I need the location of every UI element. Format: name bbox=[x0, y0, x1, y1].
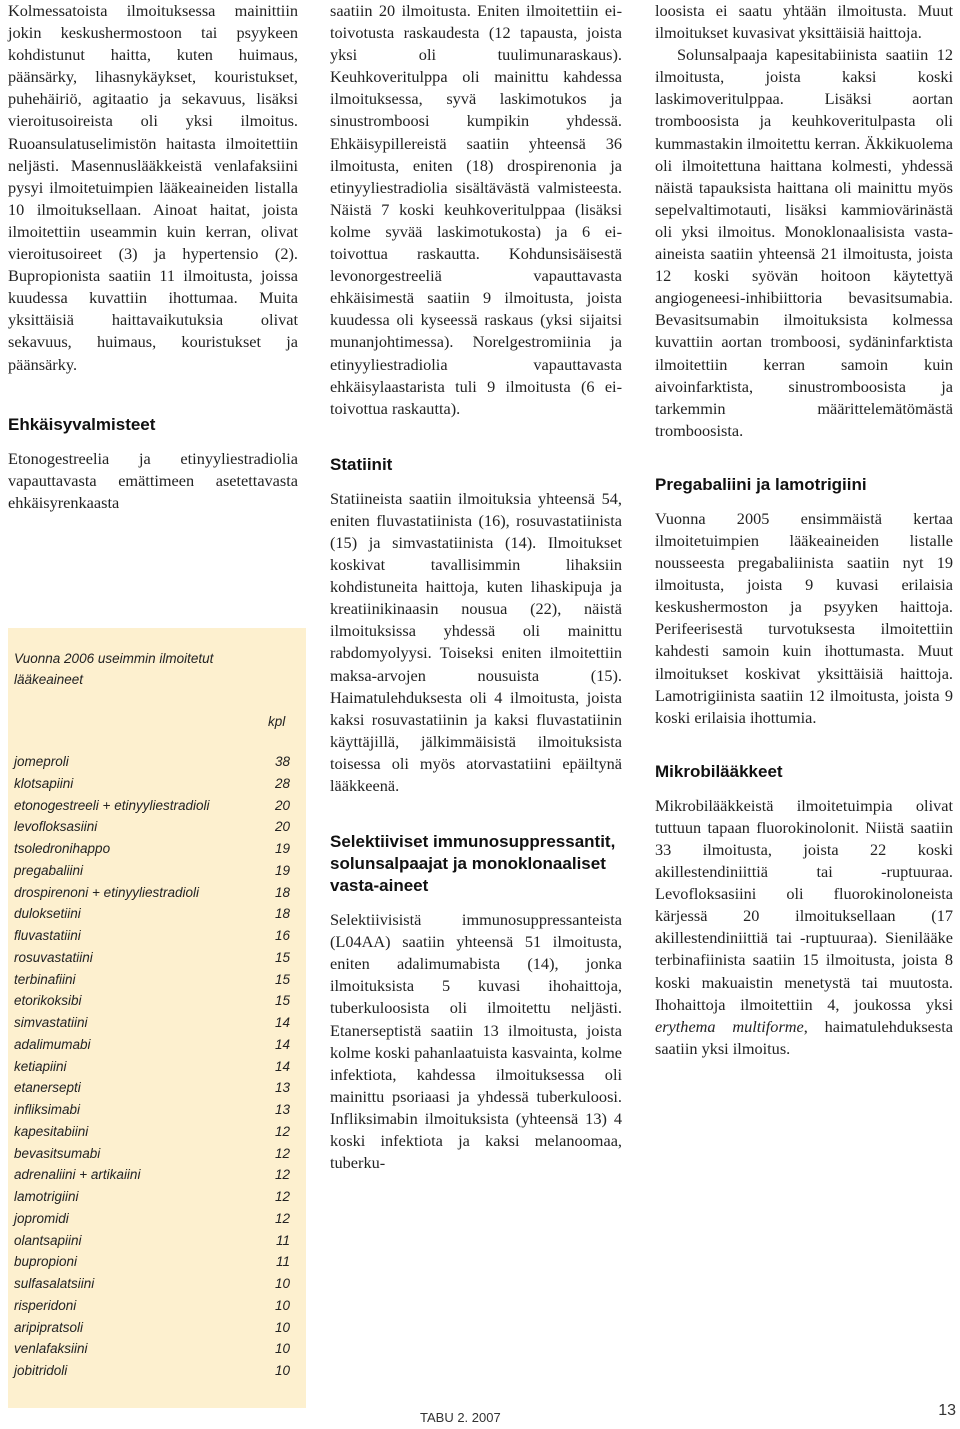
paragraph-cns-effects: Kolmessatoista ilmoituksessa mainittiin jokin keskushermostoon tai psyykeen kohdistunut haitta, kuten huimaus, päänsärky, lihasnykäykset, kouristukset, puhehäiriö, agitaatio ja sekavuus, lisäksi vieroitusoireista oli yksi ilmoitus. Ruoansulatuselimistön haitasta ilmoitettiin neljästi. Masennuslääkkeistä venlafaksiini pysyi ilmoitetuimpien lääkeaineiden listalla 10 ilmoituksellaan. Ainoat haitat, joista ilmoitettiin useammin kuin kerran, olivat vieroitusoireet (3) ja hypertensio (2). Bupropionista saatiin 11 ilmoitusta, joissa kuudessa kuvattiin ihottumaa. Muita yksittäisiä haittavaikutuksia olivat sekavuus, huimaus, kouristukset ja päänsärky. bbox=[8, 1, 298, 374]
report-count: 19 bbox=[274, 841, 290, 856]
table-row bbox=[14, 903, 290, 925]
table-row bbox=[14, 1273, 290, 1295]
drug-name: levofloksasiini bbox=[14, 819, 98, 835]
drug-name: infliksimabi bbox=[14, 1102, 81, 1117]
table-row bbox=[14, 1077, 290, 1099]
drug-name: ketiapiini bbox=[14, 1058, 67, 1074]
table-row bbox=[14, 947, 290, 969]
table-row bbox=[14, 816, 290, 838]
table-row bbox=[14, 838, 290, 860]
report-count: 18 bbox=[274, 884, 290, 900]
table-row bbox=[14, 1338, 290, 1360]
drug-name: adalimumabi bbox=[14, 1036, 91, 1052]
drug-name: jomeproli bbox=[14, 754, 69, 769]
paragraph-antimicrobials-text-b: , haimatulehduksesta saatiin yksi ilmoitus. bbox=[655, 1016, 953, 1058]
page-number: 13 bbox=[938, 1402, 956, 1419]
report-count: 20 bbox=[274, 797, 290, 813]
section-pregabalin bbox=[655, 474, 953, 729]
report-count: 15 bbox=[274, 949, 290, 965]
table-row bbox=[14, 1121, 290, 1143]
table-row bbox=[14, 925, 290, 947]
table-row bbox=[14, 1143, 290, 1165]
table-row bbox=[14, 1208, 290, 1230]
drug-name: kapesitabiini bbox=[14, 1123, 89, 1139]
table-row bbox=[14, 1295, 290, 1317]
report-count: 11 bbox=[275, 1254, 290, 1270]
report-count: 13 bbox=[274, 1080, 290, 1096]
drug-name: duloksetiini bbox=[14, 906, 81, 922]
journal-issue: TABU 2. 2007 bbox=[420, 1410, 501, 1425]
drug-name: etonogestreeli + etinyyliestradioli bbox=[14, 797, 210, 813]
report-count: 10 bbox=[274, 1276, 290, 1291]
report-count: 10 bbox=[274, 1363, 290, 1378]
drug-name: jobitridoli bbox=[14, 1363, 68, 1378]
heading-antimicrobials: Mikrobilääkkeet bbox=[655, 761, 783, 781]
drug-name: risperidoni bbox=[14, 1297, 77, 1313]
drug-name: klotsapiini bbox=[14, 775, 74, 791]
report-count: 14 bbox=[274, 1058, 290, 1074]
table-row bbox=[14, 1034, 290, 1056]
drug-name: etorikoksibi bbox=[14, 993, 82, 1009]
table-row bbox=[14, 882, 290, 904]
table-row bbox=[14, 1230, 290, 1252]
table-row bbox=[14, 1164, 290, 1186]
report-count: 10 bbox=[274, 1341, 290, 1357]
table-body bbox=[14, 751, 290, 1382]
section-immunosuppressants bbox=[330, 831, 622, 1174]
heading-statins: Statiinit bbox=[330, 454, 393, 474]
report-count: 13 bbox=[274, 1102, 290, 1117]
table-row bbox=[14, 773, 290, 795]
report-count: 10 bbox=[274, 1297, 290, 1313]
table-row bbox=[14, 990, 290, 1012]
report-count: 19 bbox=[274, 862, 290, 878]
paragraph-capecitabine: Solunsalpaaja kapesitabiinista saatiin 12 ilmoitusta, joista kaksi koski laskimoveritulppaa. Lisäksi aortan tromboosista ja keuhkoveritulpasta oli kummastakin ilmoitettu kerran. Äkkikuolema oli ilmoitettuna haittana kolmesti, yhdessä näistä tapauksista haittana oli mainittu myös sepelvaltimotauti, lisäksi kammiovärinästä oli yksi ilmoitus. Monoklonaalisista vasta-aineista saatiin yhteensä 21 ilmoitusta, joista 12 koski syövän hoitoon käytettyä angiogeneesi-inhibiittoria bevasitsumabia. Bevasitsumabin ilmoituksista kolmessa kuvattiin aortan tromboosi, sydäninfarktista ilmoitettiin kerran samoin kuin aivoinfarktista, sinustromboosista ja tarkemmin määrittelemätömästä tromboosista. bbox=[655, 45, 953, 440]
table-title: Vuonna 2006 useimmin ilmoitetut lääkeaineet bbox=[14, 651, 214, 687]
table-row bbox=[14, 1317, 290, 1339]
paragraph-infliximab-cont: loosista ei saatu yhtään ilmoitusta. Muut ilmoitukset kuvasivat yksittäisiä haittoja. bbox=[655, 1, 953, 43]
paragraph-immunosuppressants: Selektiivisistä immunosuppressanteista (L04AA) saatiin yhteensä 51 ilmoitusta, eniten adalimumabista (14), jonka ilmoituksista 5 kuvasi ihohaittoja, tuberkuloosista oli ilmoitettu neljästi. Etanerseptistä saatiin 13 ilmoitusta, joista kolme koski pahanlaatuista kasvainta, kolme infektiota, kahdessa ilmoituksessa oli mainittu psoriaasi ja yhdessä tuberkuloosi. Infliksimabin ilmoituksista (yhteensä 13) 4 koski infektiota ja kaksi melanoomaa, tuberku- bbox=[330, 910, 622, 1173]
paragraph-antimicrobials-text-a: Mikrobilääkkeistä ilmoitetuimpia olivat tuttuun tapaan fluorokinolonit. Niistä saatiin 33 ilmoitusta, joista 22 koski akillestendiniittiä tai -ruptuuraa. Levofloksasiini oli fluorokinoloneista kärjessä 20 ilmoituksellaan (17 akillestendiniittiä tai -ruptuuraa). Sienilääke terbinafiinista saatiin 15 ilmoitusta, joista 8 koski makuaistin menetystä tai muutosta. Ihohaittoja ilmoitettiin 4, joukossa yksi bbox=[655, 795, 953, 1014]
report-count: 38 bbox=[274, 754, 290, 769]
report-count: 15 bbox=[274, 971, 290, 987]
table-row bbox=[14, 860, 290, 882]
drug-name: tsoledronihappo bbox=[14, 841, 111, 856]
drug-name: simvastatiini bbox=[14, 1015, 88, 1030]
report-count: 10 bbox=[274, 1319, 290, 1335]
table-row bbox=[14, 1012, 290, 1034]
drug-name: fluvastatiini bbox=[14, 928, 81, 943]
heading-pregabalin: Pregabaliini ja lamotrigiini bbox=[655, 474, 867, 494]
report-count: 28 bbox=[274, 775, 290, 791]
report-count: 15 bbox=[274, 993, 290, 1009]
paragraph-contraceptive-reports: saatiin 20 ilmoitusta. Eniten ilmoitettiin ei-toivotusta raskaudesta (12 tapausta, joista yksi oli tuulimunaraskaus). Keuhkoveritulppa oli mainittu kahdessa ilmoituksessa, syvä laskimotukos ja sinustromboosi kumpikin yhdessä. Ehkäisypillereistä saatiin yhteensä 36 ilmoitusta, eniten (18) drospirenonia ja etinyyliestradiolia sisältävästä valmisteesta. Näistä 7 koski keuhkoveritulppaa (lisäksi kolme syvää laskimotukosta) ja 6 ei-toivottua raskautta. Kohdunsisäisestä levonorgestreeliä vapauttavasta ehkäisimestä saatiin 9 ilmoitusta, joista kuudessa oli kyseessä raskaus (yksi sijaitsi munanjohtimessa). Norelgestromiinia ja etinyyliestradiolia vapauttavasta ehkäisylaastarista tuli 9 ilmoitusta (6 ei-toivottua raskautta). bbox=[330, 1, 622, 418]
drug-name: olantsapiini bbox=[14, 1232, 82, 1248]
table-row bbox=[14, 1186, 290, 1208]
drug-name: jopromidi bbox=[14, 1210, 69, 1226]
paragraph-pregabalin: Vuonna 2005 ensimmäistä kertaa ilmoitetuimpien lääkeaineiden listalle nousseesta pregabaliinista saatiin nyt 19 ilmoitusta, joista 9 kuvasi erilaisia keskushermoston ja psyyken haittoja. Perifeerisestä turvotuksesta ilmoitettiin kahdesti samoin kuin ihottumasta. Muut ilmoitukset koskivat yksittäisiä haittoja. Lamotrigiinista saatiin 12 ilmoitusta, joista 9 koski erilaisia ihottumia. bbox=[655, 508, 953, 727]
table-row bbox=[14, 751, 290, 773]
section-statins bbox=[330, 454, 622, 797]
report-count: 12 bbox=[274, 1123, 290, 1139]
report-count: 18 bbox=[274, 906, 290, 922]
drug-name: aripipratsoli bbox=[14, 1319, 84, 1335]
paragraph-statins: Statiineista saatiin ilmoituksia yhteensä 54, eniten fluvastatiinista (16), rosuvastatiinista (15) ja simvastatiinista (14). Ilmoitukset koskivat tavallisimmin lihaksiin kohdistuneita haittoja, kuten lihaskipuja ja kreatiinikinaasin nousua (22), näistä ilmoituksissa yhdessä oli mainittu rabdomyolyysi. Toiseksi eniten ilmoitettiin maksa-arvojen nousuista (15). Haimatulehduksesta oli 4 ilmoitusta, joista kaksi rosuvastatiinin ja kaksi fluvastatiinin käyttäjillä, jälkimmäisistä ilmoituksista toisessa oli myös atorvastatiini epäiltynä lääkkeenä. bbox=[330, 488, 622, 795]
report-count: 11 bbox=[275, 1232, 290, 1248]
drug-name: adrenaliini + artikaiini bbox=[14, 1167, 141, 1183]
heading-immunosuppressants: Selektiiviset immunosuppressantit, solunsalpaajat ja monoklonaaliset vasta-aineet bbox=[330, 832, 616, 896]
drug-name: rosuvastatiini bbox=[14, 949, 93, 965]
report-count: 14 bbox=[274, 1015, 290, 1030]
table-unit-header: kpl bbox=[268, 714, 286, 729]
section-antimicrobials bbox=[655, 761, 953, 1060]
table-row bbox=[14, 1056, 290, 1078]
table-row bbox=[14, 795, 290, 817]
table-row bbox=[14, 1251, 290, 1273]
column-left bbox=[8, 0, 298, 1378]
report-count: 12 bbox=[274, 1210, 290, 1226]
report-count: 12 bbox=[274, 1145, 290, 1161]
table-row bbox=[14, 1360, 290, 1382]
report-count: 16 bbox=[274, 928, 290, 943]
drug-name: drospirenoni + etinyyliestradioli bbox=[14, 884, 199, 900]
drug-name: bupropioni bbox=[14, 1254, 78, 1270]
drug-name: sulfasalatsiini bbox=[14, 1276, 95, 1291]
column-middle bbox=[330, 0, 622, 1174]
drug-name: pregabaliini bbox=[14, 862, 84, 878]
drug-name: lamotrigiini bbox=[14, 1189, 79, 1204]
column-right bbox=[655, 0, 953, 1060]
drug-name: terbinafiini bbox=[14, 971, 76, 987]
report-count: 14 bbox=[274, 1036, 290, 1052]
most-reported-drugs-table bbox=[8, 628, 306, 1408]
drug-name: venlafaksiini bbox=[14, 1341, 88, 1357]
paragraph-contraceptive-ring: Etonogestreelia ja etinyyliestradiolia vapauttavasta emättimeen asetettavasta ehkäisyrenkaasta bbox=[8, 448, 298, 512]
report-count: 20 bbox=[274, 819, 290, 835]
drug-name: etanersepti bbox=[14, 1080, 81, 1096]
drug-name: bevasitsumabi bbox=[14, 1145, 101, 1161]
table-row bbox=[14, 969, 290, 991]
table-row bbox=[14, 1099, 290, 1121]
report-count: 12 bbox=[274, 1167, 290, 1183]
report-count: 12 bbox=[274, 1189, 290, 1204]
section-contraceptives bbox=[8, 414, 298, 514]
heading-contraceptives: Ehkäisyvalmisteet bbox=[8, 414, 156, 434]
paragraph-antimicrobials-emphasis: erythema multiforme bbox=[655, 1016, 804, 1036]
paragraph-antimicrobials bbox=[655, 795, 953, 1060]
